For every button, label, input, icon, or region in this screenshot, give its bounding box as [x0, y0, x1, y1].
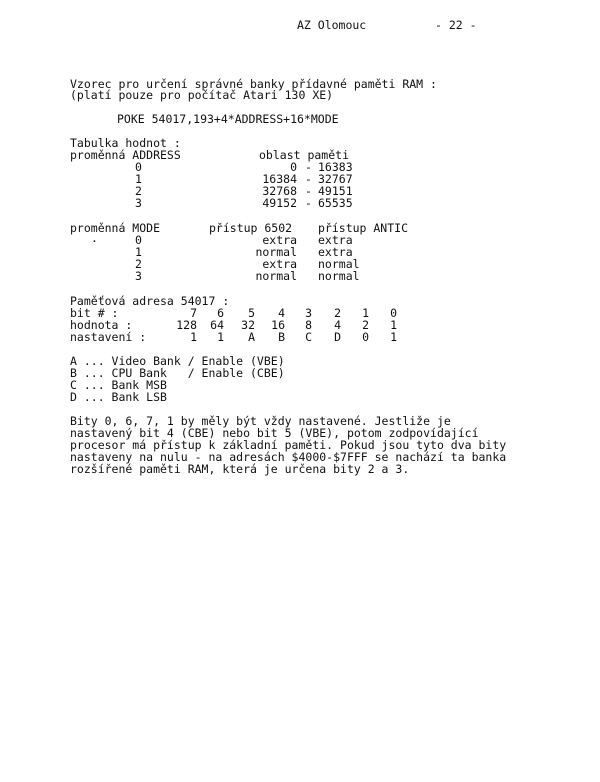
legend-item: A ... Video Bank / Enable (VBE): [70, 354, 285, 368]
table1-range-to: 49151: [318, 184, 353, 198]
table3-cell: 4: [278, 306, 285, 320]
table1-address-value: 2: [135, 184, 142, 198]
table1-caption: Tabulka hodnot :: [70, 136, 181, 150]
table2-col-antic-header: přístup ANTIC: [318, 221, 409, 235]
table1-range-to: 65535: [318, 196, 353, 210]
table2-antic-access: normal: [318, 257, 360, 271]
table2-mode-value: 3: [135, 269, 142, 283]
table2-antic-access: normal: [318, 269, 360, 283]
table3-cell: B: [278, 330, 285, 344]
table3-cell: D: [334, 330, 341, 344]
header-title: AZ Olomouc: [297, 18, 367, 32]
table3-cell: 16: [271, 318, 285, 332]
table3-cell: 1: [390, 318, 397, 332]
table3-cell: 1: [362, 306, 369, 320]
table3-cell: 4: [334, 318, 341, 332]
table1-range-from: 32768: [262, 184, 297, 198]
table2-col-mode-header: proměnná MODE: [70, 221, 161, 235]
table2-cpu-access: normal: [255, 245, 297, 259]
paragraph-line: nastaveny na nulu - na adresách $4000-$7FFF se nachází ta banka: [70, 450, 507, 464]
table3-cell: 5: [248, 306, 255, 320]
table3-cell: 128: [176, 318, 197, 332]
table2-antic-access: extra: [318, 233, 353, 247]
table3-cell: 2: [362, 318, 369, 332]
table1-range-from: 16384: [262, 172, 297, 186]
table1-range-to: 16383: [318, 160, 353, 174]
table3-cell: A: [248, 330, 255, 344]
table3-cell: 7: [190, 306, 197, 320]
legend-item: D ... Bank LSB: [70, 390, 167, 404]
paragraph-line: nastavený bit 4 (CBE) nebo bit 5 (VBE), potom zodpovídající: [70, 426, 479, 440]
table1-range-from: 0: [290, 160, 297, 174]
intro-line-1: Vzorec pro určení správné banky přídavné paměti RAM :: [70, 77, 437, 91]
table2-col-cpu-header: přístup 6502: [209, 221, 293, 235]
table2-antic-access: extra: [318, 245, 353, 259]
table3-cell: 0: [390, 306, 397, 320]
table3-row-label: hodnota :: [70, 318, 133, 332]
table2-mode-value: 1: [135, 245, 142, 259]
table1-range-to: 32767: [318, 172, 353, 186]
table3-cell: 2: [334, 306, 341, 320]
table2-mode-value: 0: [135, 233, 142, 247]
legend-item: B ... CPU Bank / Enable (CBE): [70, 366, 285, 380]
table3-cell: 32: [241, 318, 255, 332]
table3-cell: 1: [390, 330, 397, 344]
stray-mark: .: [91, 231, 98, 245]
table2-cpu-access: extra: [262, 233, 297, 247]
table2-cpu-access: normal: [255, 269, 297, 283]
table1-col-range-header: oblast paměti: [259, 148, 350, 162]
table3-cell: 1: [217, 330, 224, 344]
intro-line-2: (platí pouze pro počítač Atari 130 XE): [70, 88, 334, 102]
table3-caption: Paměťová adresa 54017 :: [70, 294, 230, 308]
table3-cell: 1: [190, 330, 197, 344]
table1-col-address-header: proměnná ADDRESS: [70, 148, 181, 162]
table2-cpu-access: extra: [262, 257, 297, 271]
table3-row-label: bit # :: [70, 306, 119, 320]
table3-cell: 8: [305, 318, 312, 332]
poke-formula: POKE 54017,193+4*ADDRESS+16*MODE: [117, 112, 339, 126]
paragraph-line: procesor má přístup k základní paměti. Pokud jsou tyto dva bity: [70, 438, 507, 452]
table1-address-value: 1: [135, 172, 142, 186]
paragraph-line: Bity 0, 6, 7, 1 by měly být vždy nastavené. Jestliže je: [70, 414, 451, 428]
table1-address-value: 0: [135, 160, 142, 174]
table3-cell: 0: [362, 330, 369, 344]
table3-cell: 6: [217, 306, 224, 320]
table1-address-value: 3: [135, 196, 142, 210]
table3-cell: 3: [305, 306, 312, 320]
table3-row-label: nastavení :: [70, 330, 147, 344]
table3-cell: 64: [210, 318, 224, 332]
table1-range-from: 49152: [262, 196, 297, 210]
page-number: - 22 -: [435, 18, 477, 32]
table3-cell: C: [305, 330, 312, 344]
table2-mode-value: 2: [135, 257, 142, 271]
legend-item: C ... Bank MSB: [70, 378, 167, 392]
paragraph-line: rozšířené paměti RAM, která je určena bity 2 a 3.: [70, 462, 410, 476]
